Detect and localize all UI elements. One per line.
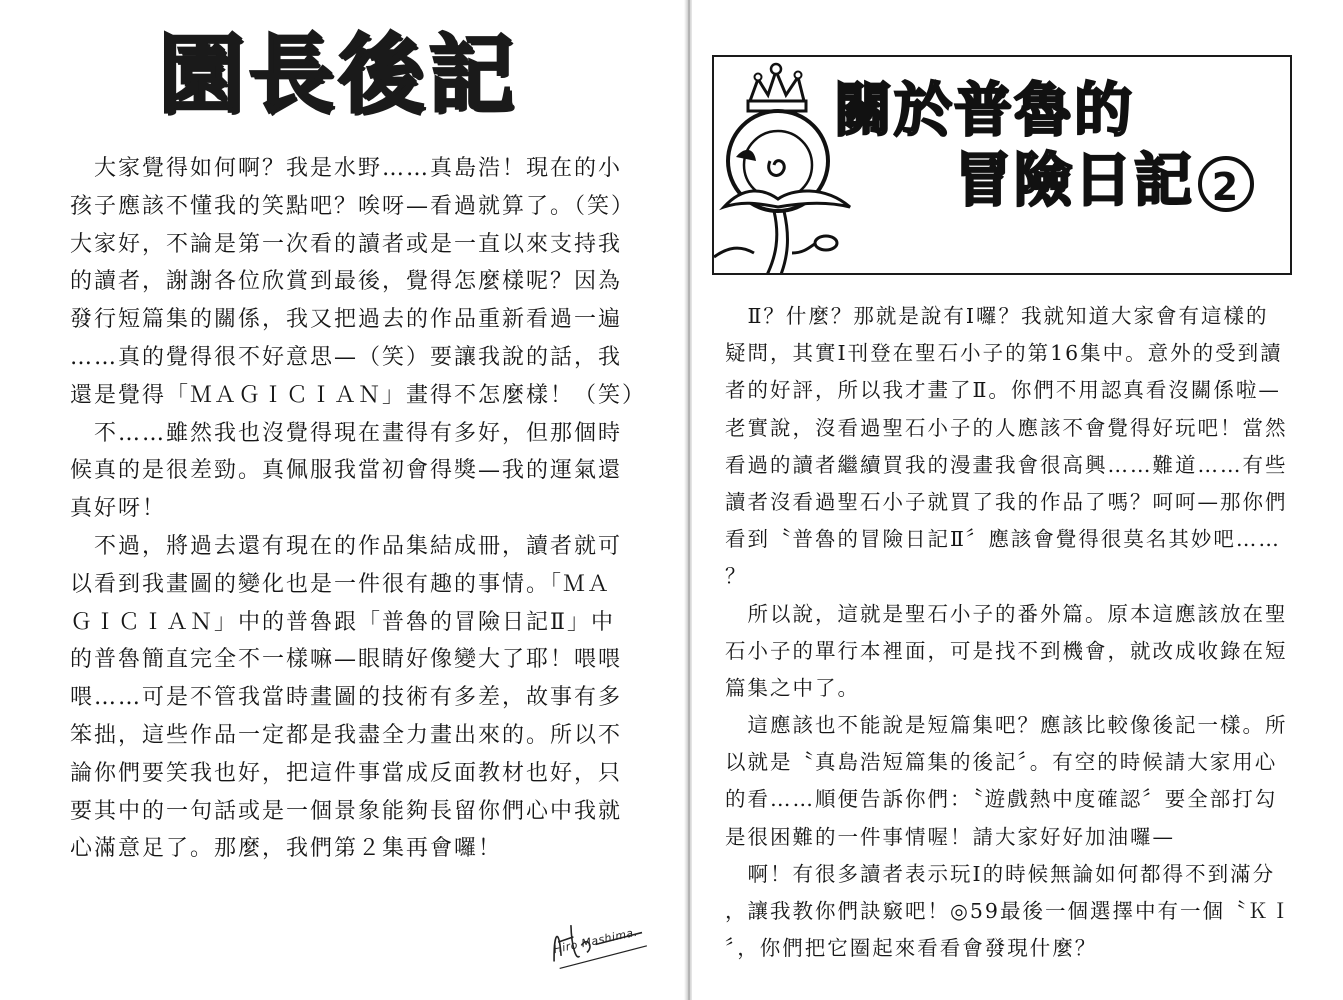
text-line: 石小子的單行本裡面，可是找不到機會，就改成收錄在短 — [725, 638, 1288, 663]
text-line: 要其中的一句話或是一個景象能夠長留你們心中我就 — [70, 798, 623, 824]
text-line: 者的好評，所以我才畫了Ⅱ。你們不用認真看沒關係啦— — [725, 378, 1281, 403]
right-body-text — [725, 298, 1305, 967]
text-line: Ⅱ？什麼？那就是說有Ⅰ囉？我就知道大家會有這樣的 — [725, 304, 1269, 328]
text-line: 〞，你們把它圈起來看看會發現什麼？ — [725, 936, 1098, 961]
author-signature: Hiro Mashima. — [540, 902, 655, 983]
text-line: 所以說，這就是聖石小子的番外篇。原本這應該放在聖 — [725, 601, 1288, 626]
text-line: 以就是〝真島浩短篇集的後記〞。有空的時候請大家用心 — [725, 750, 1278, 775]
text-line: 的普魯簡直完全不一樣嘛—眼睛好像變大了耶！喂喂 — [70, 647, 623, 673]
text-line: 不過，將過去還有現在的作品集結成冊，讀者就可 — [70, 533, 623, 559]
text-line: 大家好，不論是第一次看的讀者或是一直以來支持我 — [70, 231, 623, 257]
plue-diary-title — [834, 75, 1284, 215]
text-line: 的讀者，謝謝各位欣賞到最後，覺得怎麼樣呢？因為 — [70, 269, 623, 295]
text-line: 孩子應該不懂我的笑點吧？唉呀—看過就算了。（笑） — [70, 193, 636, 219]
left-body-text — [70, 150, 670, 868]
text-line: 不……雖然我也沒覺得現在畫得有多好，但那個時 — [70, 420, 623, 446]
issue-number-badge: 2 — [1198, 156, 1254, 212]
text-line: 看到〝普魯的冒險日記Ⅱ〞應該會覺得很莫名其妙吧…… — [725, 527, 1281, 552]
text-line: 是很困難的一件事情喔！請大家好好加油囉— — [725, 824, 1175, 849]
text-line: 論你們要笑我也好，把這件事當成反面教材也好，只 — [70, 760, 623, 786]
text-line: ……真的覺得很不好意思—（笑）要讓我說的話，我 — [70, 344, 623, 370]
text-line: 還是覺得「ＭＡＧＩＣＩＡＮ」畫得不怎麼樣！（笑） — [70, 382, 647, 408]
text-line: 候真的是很差勁。真佩服我當初會得獎—我的運氣還 — [70, 458, 623, 484]
text-line: 大家覺得如何啊？我是水野……真島浩！現在的小 — [70, 156, 623, 181]
text-line: 老實說，沒看過聖石小子的人應該不會覺得好玩吧！當然 — [725, 415, 1288, 440]
text-line: 看過的讀者繼續買我的漫畫我會很高興……難道……有些 — [725, 452, 1288, 477]
text-line: 的看……順便告訴你們：〝遊戲熱中度確認〞要全部打勾 — [725, 787, 1278, 812]
text-line: 這應該也不能說是短篇集吧？應該比較像後記一樣。所 — [725, 713, 1288, 738]
afterword-title: 園長後記 — [158, 25, 518, 125]
text-line: 篇集之中了。 — [725, 675, 860, 700]
text-line: 真好呀！ — [70, 496, 167, 522]
text-line: 疑問，其實Ⅰ刊登在聖石小子的第16集中。意外的受到讀 — [725, 341, 1283, 366]
text-line: 啊！有很多讀者表示玩Ⅰ的時候無論如何都得不到滿分 — [725, 861, 1276, 886]
text-line: 心滿意足了。那麼，我們第２集再會囉！ — [70, 836, 503, 862]
text-line: ？ — [725, 564, 748, 589]
text-line: 喂……可是不管我當時畫圖的技術有多差，故事有多 — [70, 685, 623, 711]
text-line: 以看到我畫圖的變化也是一件很有趣的事情。「ＭＡ — [70, 571, 612, 597]
text-line: 笨拙，這些作品一定都是我盡全力畫出來的。所以不 — [70, 722, 623, 748]
text-line: ＧＩＣＩＡＮ」中的普魯跟「普魯的冒險日記Ⅱ」中 — [70, 609, 615, 635]
header-title-line1: 關於普魯的 — [834, 76, 1135, 144]
plue-diary-header-panel — [712, 55, 1292, 275]
text-line: ，讓我教你們訣竅吧！◎59最後一個選擇中有一個〝ＫＩ — [725, 899, 1293, 923]
plue-mascot-icon — [714, 57, 854, 275]
text-line: 讀者沒看過聖石小子就買了我的作品了嗎？呵呵—那你們 — [725, 489, 1288, 514]
header-title-line2: 冒險日記 2 — [834, 145, 1284, 215]
text-line: 發行短篇集的關係，我又把過去的作品重新看過一遍 — [70, 307, 623, 333]
